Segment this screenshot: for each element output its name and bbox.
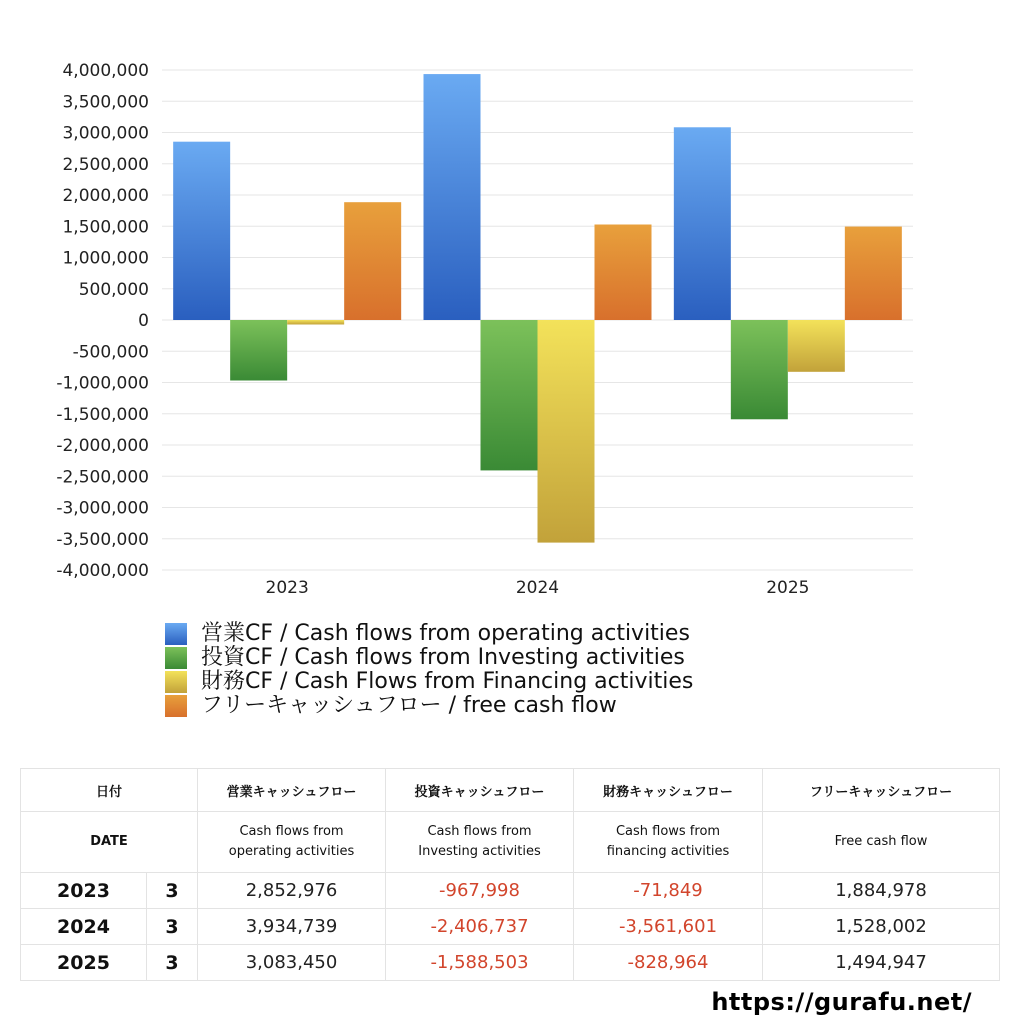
y-tick-label: 0 <box>138 311 149 331</box>
x-tick-label: 2025 <box>766 578 810 598</box>
header-financing-en-line2: financing activities <box>606 844 730 859</box>
bar-2025-series-3 <box>845 227 902 320</box>
y-tick-label: -500,000 <box>72 342 149 363</box>
row-year: 2024 <box>21 909 147 945</box>
legend-item-free <box>165 694 693 718</box>
header-date-jp: 日付 <box>21 769 198 812</box>
y-tick-label: -4,000,000 <box>56 561 149 581</box>
bar-2023-series-0 <box>173 142 230 320</box>
y-tick-label: -2,000,000 <box>56 436 149 456</box>
header-investing-en-line1: Cash flows from <box>427 824 532 839</box>
table-row <box>21 909 1000 945</box>
header-date-en: DATE <box>21 812 198 873</box>
header-investing-en-line2: Investing activities <box>418 844 541 859</box>
x-tick-label: 2024 <box>515 578 560 598</box>
legend-swatch-operating <box>165 623 187 645</box>
header-financing-en-line1: Cash flows from <box>615 824 721 839</box>
legend-swatch-free <box>165 695 187 717</box>
table-row <box>21 945 1000 981</box>
header-investing-jp: 投資キャッシュフロー <box>386 769 574 812</box>
row-investing: -2,406,737 <box>386 909 574 945</box>
row-year: 2023 <box>21 873 147 909</box>
row-operating: 3,083,450 <box>198 945 386 981</box>
header-operating-en-line2: operating activities <box>228 844 355 859</box>
row-financing: -828,964 <box>574 945 763 981</box>
bar-2023-series-3 <box>344 202 401 320</box>
row-investing: -967,998 <box>386 873 574 909</box>
bar-2025-series-0 <box>674 127 731 320</box>
row-operating: 2,852,976 <box>198 873 386 909</box>
table-header-row-jp <box>21 769 1000 812</box>
bar-2025-series-2 <box>788 320 845 372</box>
y-tick-label: 3,000,000 <box>62 123 149 144</box>
header-operating-en <box>198 812 386 873</box>
x-tick-label: 2023 <box>265 578 309 598</box>
header-operating-en-line1: Cash flows from <box>239 824 344 839</box>
legend-item-operating <box>165 622 693 646</box>
y-tick-label: 500,000 <box>78 279 149 300</box>
row-year: 2025 <box>21 945 147 981</box>
legend-item-financing <box>165 670 693 694</box>
bar-2024-series-3 <box>595 224 652 320</box>
row-financing: -71,849 <box>574 873 763 909</box>
header-investing-en <box>386 812 574 873</box>
y-tick-label: 4,000,000 <box>62 61 149 81</box>
legend-label-operating: 営業CF / Cash flows from operating activities <box>201 621 690 646</box>
cash-flow-table <box>20 768 1000 981</box>
y-tick-label: 1,000,000 <box>62 248 149 269</box>
header-financing-jp: 財務キャッシュフロー <box>574 769 763 812</box>
header-financing-en <box>574 812 763 873</box>
bar-2024-series-1 <box>481 320 538 470</box>
legend-item-investing <box>165 646 693 670</box>
y-tick-label: 1,500,000 <box>62 217 149 238</box>
header-operating-jp: 営業キャッシュフロー <box>198 769 386 812</box>
y-tick-label: -3,500,000 <box>56 529 149 550</box>
y-tick-label: 3,500,000 <box>62 92 149 113</box>
row-month: 3 <box>147 873 198 909</box>
row-month: 3 <box>147 945 198 981</box>
y-tick-label: 2,000,000 <box>62 186 149 206</box>
site-url[interactable]: https://gurafu.net/ <box>711 988 972 1016</box>
y-tick-label: -3,000,000 <box>56 498 149 519</box>
bar-2025-series-1 <box>731 320 788 419</box>
legend-label-investing: 投資CF / Cash flows from Investing activities <box>201 645 685 670</box>
y-tick-label: -2,500,000 <box>56 467 149 488</box>
legend-swatch-investing <box>165 647 187 669</box>
table-row <box>21 873 1000 909</box>
row-month: 3 <box>147 909 198 945</box>
y-tick-label: -1,000,000 <box>56 373 149 394</box>
row-operating: 3,934,739 <box>198 909 386 945</box>
bar-2024-series-2 <box>538 320 595 543</box>
header-free-jp: フリーキャッシュフロー <box>763 769 1000 812</box>
legend-label-financing: 財務CF / Cash Flows from Financing activities <box>201 669 694 694</box>
row-investing: -1,588,503 <box>386 945 574 981</box>
bar-2024-series-0 <box>424 74 481 320</box>
chart-legend <box>165 622 693 718</box>
bar-2023-series-1 <box>230 320 287 380</box>
legend-label-free: フリーキャッシュフロー / free cash flow <box>201 693 617 718</box>
header-free-en: Free cash flow <box>763 812 1000 873</box>
row-free: 1,494,947 <box>763 945 1000 981</box>
y-tick-label: -1,500,000 <box>56 404 149 425</box>
row-free: 1,884,978 <box>763 873 1000 909</box>
table-header-row-en <box>21 812 1000 873</box>
legend-swatch-financing <box>165 671 187 693</box>
row-free: 1,528,002 <box>763 909 1000 945</box>
row-financing: -3,561,601 <box>574 909 763 945</box>
bar-2023-series-2 <box>287 320 344 324</box>
y-tick-label: 2,500,000 <box>62 154 149 175</box>
